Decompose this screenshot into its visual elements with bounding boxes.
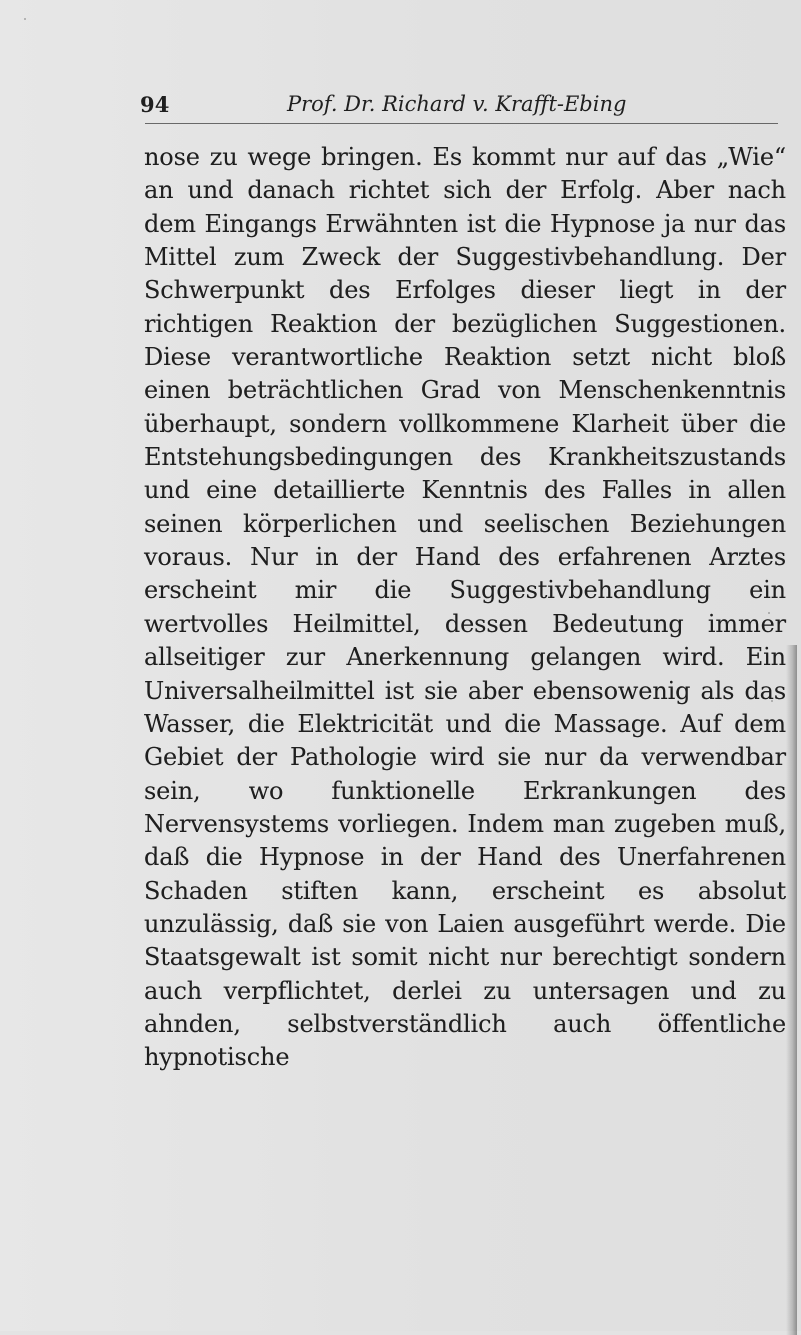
body-text: nose zu wege bringen. Es kommt nur auf das „Wie“ an und danach richtet sich der Erfolg. Aber nach dem Eingangs Erwähnten ist die Hypnose ja nur das Mittel zum Zweck der Suggestivbehandlung. Der Schwerpunkt des Erfolges dieser liegt in der richtigen Reaktion der bezüglichen Suggestionen. Diese verantwortliche Reaktion setzt nicht bloß einen beträchtlichen Grad von Menschenkenntnis überhaupt, sondern vollkommene Klarheit über die Entstehungsbedingungen des Krankheitszustands und eine detaillierte Kenntnis des Falles in allen seinen körperlichen und seelischen Beziehungen voraus. Nur in der Hand des erfahrenen Arztes erscheint mir die Suggestivbehandlung ein wertvolles Heilmittel, dessen Bedeutung immer allseitiger zur Anerkennung gelangen wird. Ein Universalheilmittel ist sie aber ebensowenig als das Wasser, die Elektricität und die Massage. Auf dem Gebiet der Pathologie wird sie nur da verwendbar sein, wo funktionelle Erkrankungen des Nervensystems vorliegen. Indem man zugeben muß, daß die Hypnose in der Hand des Unerfahrenen Schaden stiften kann, erscheint es absolut unzulässig, daß sie von Laien ausgeführt werde. Die Staatsgewalt ist somit nicht nur berechtigt sondern auch verpflichtet, derlei zu untersagen und zu ahnden, selbstverständlich auch öffentliche hypnotische [144, 143, 786, 1072]
scan-speck [768, 612, 770, 614]
scan-speck [24, 18, 26, 20]
header-rule [145, 123, 778, 124]
page-header [140, 92, 780, 120]
running-head: Prof. Dr. Richard v. Krafft-Ebing [287, 92, 627, 116]
page-number: 94 [140, 92, 170, 117]
scan-edge-shadow [786, 645, 797, 1335]
scan-speck [771, 700, 773, 702]
